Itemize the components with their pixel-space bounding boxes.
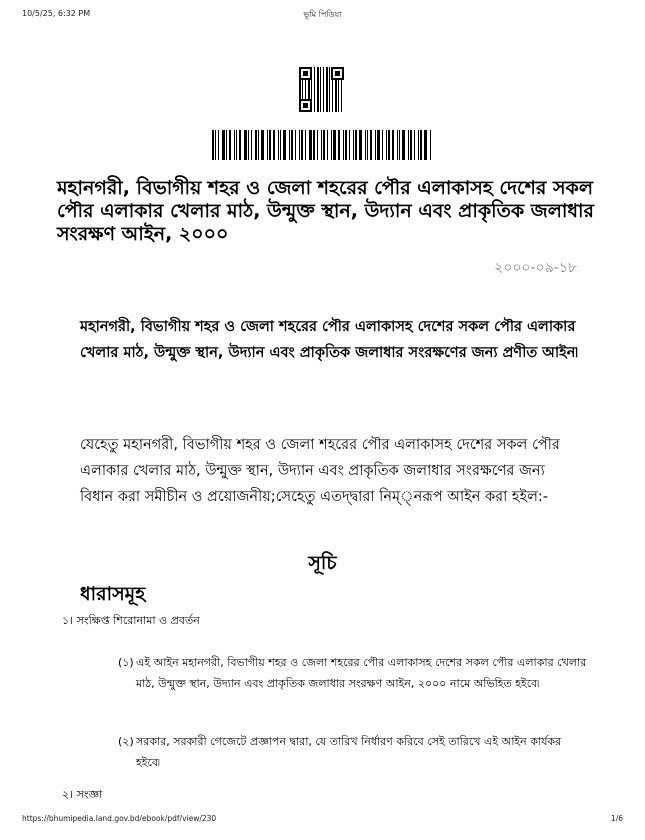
- toc-heading: সূচি: [308, 552, 337, 574]
- section-1-link[interactable]: ১। সংক্ষিপ্ত শিরোনামা ও প্রবর্তন: [62, 614, 200, 627]
- print-datetime: 10/5/25, 6:32 PM: [22, 9, 91, 18]
- section-1-clause-1: [118, 652, 588, 694]
- clause-text: সরকার, সরকারী গেজেটে প্রজ্ঞাপন দ্বারা, যে তারিখ নির্ধারণ করিবে সেই তারিখে এই আইন কার্যকর হইবে৷: [136, 735, 562, 769]
- qr-code-icon: [299, 67, 344, 112]
- section-2-link[interactable]: ২। সংজ্ঞা: [62, 788, 103, 801]
- page-url: https://bhumipedia.land.gov.bd/ebook/pdf/view/230: [22, 814, 217, 823]
- whereas-paragraph: যেহেতু মহানগরী, বিভাগীয় শহর ও জেলা শহরের পৌর এলাকাসহ দেশের সকল পৌর এলাকার খেলার মাঠ, উন্মুক্ত স্থান, উদ্যান এবং প্রাকৃতিক জলাধার সংরক্ষণের জন্য বিধান করা সমীচীন ও প্রয়োজনীয়;সেহেতু এতদ্দ্বারা নিম্্নরূপ আইন করা হইল:-: [80, 437, 560, 505]
- section-1-clause-2: [118, 731, 588, 773]
- clause-number: (১): [118, 656, 134, 669]
- document-title: মহানগরী, বিভাগীয় শহর ও জেলা শহরের পৌর এলাকাসহ দেশের সকল পৌর এলাকার খেলার মাঠ, উন্মুক্ত স্থান, উদ্যান এবং প্রাকৃতিক জলাধার সংরক্ষণ আইন, ২০০০: [57, 177, 595, 245]
- preamble: মহানগরী, বিভাগীয় শহর ও জেলা শহরের পৌর এলাকাসহ দেশের সকল পৌর এলাকার খেলার মাঠ, উন্মুক্ত স্থান, উদ্যান এবং প্রাকৃতিক জলাধার সংরক্ষণের জন্য প্রণীত আইন৷: [80, 319, 578, 361]
- barcode-icon: [212, 130, 432, 160]
- sections-heading: ধারাসমূহ: [80, 583, 146, 605]
- clause-number: (২): [118, 735, 134, 748]
- clause-text: এই আইন মহানগরী, বিভাগীয় শহর ও জেলা শহরের পৌর এলাকাসহ দেশের সকল পৌর এলাকার খেলার মাঠ, উন্মুক্ত স্থান, উদ্যান এবং প্রাকৃতিক জলাধার সংরক্ষণ আইন, ২০০০ নামে অভিহিত হইবে৷: [136, 656, 587, 690]
- page-number: 1/6: [610, 814, 623, 823]
- document-date: ২০০০-০৯-১৮: [494, 260, 577, 276]
- site-title: ভূমি পিডিয়া: [303, 10, 342, 19]
